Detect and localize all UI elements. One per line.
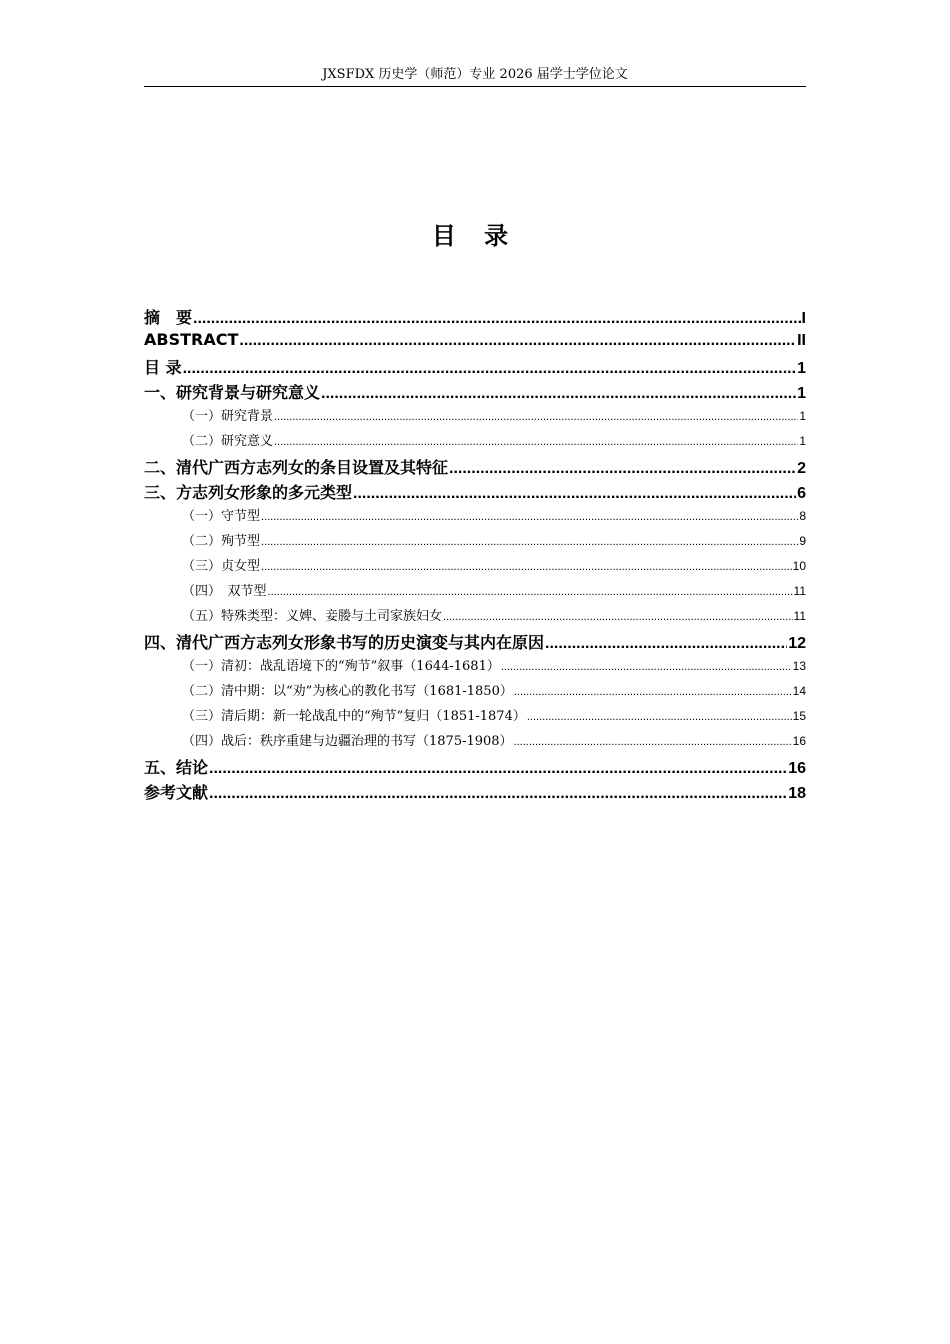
toc-dot-leader [449,460,796,478]
toc-dot-leader [501,661,792,673]
toc-dot-leader [514,736,792,748]
toc-dot-leader [527,711,792,723]
toc-entry-page: 11 [793,584,806,598]
toc-entry[interactable] [144,455,806,480]
toc-dot-leader [274,411,798,423]
toc-entry-label: （一）清初：战乱语境下的“殉节”叙事（1644-1681） [182,659,500,674]
toc-subentry[interactable] [144,655,806,680]
toc-dot-leader [261,511,798,523]
toc-entry-page: 1 [799,409,806,423]
toc-dot-leader [193,310,801,328]
toc-entry-label: 目 录 [144,358,182,377]
toc-dot-leader [545,635,787,653]
toc-entry[interactable] [144,780,806,805]
toc-dot-leader [443,611,793,623]
toc-entry-label: 二、清代广西方志列女的条目设置及其特征 [144,458,449,477]
toc-entry[interactable] [144,630,806,655]
toc-dot-leader [183,360,797,378]
toc-entry-page: 11 [793,609,806,623]
toc-subentry[interactable] [144,530,806,555]
toc-entry-label: 参考文献 [144,783,209,802]
toc-entry-label: ABSTRACT [144,330,239,349]
toc-dot-leader [239,332,796,350]
toc-entry-page: 13 [792,659,806,673]
toc-dot-leader [268,586,793,598]
toc-subentry[interactable] [144,405,806,430]
toc-subentry[interactable] [144,505,806,530]
toc-entry-page: 14 [792,684,806,698]
toc-entry-label: （一）守节型 [182,509,261,524]
header-rule [144,86,806,87]
table-of-contents [144,305,806,805]
toc-dot-leader [261,536,798,548]
toc-entry-page: 12 [788,635,806,652]
toc-entry-label: 三、方志列女形象的多元类型 [144,483,353,502]
toc-subentry[interactable] [144,430,806,455]
toc-entry-label: 摘 要 [144,308,193,327]
toc-entry-page: 18 [788,785,806,802]
toc-entry-page: II [797,332,806,349]
toc-entry-label: （四）战后：秩序重建与边疆治理的书写（1875-1908） [182,734,513,749]
toc-subentry[interactable] [144,680,806,705]
toc-entry-label: （三）贞女型 [182,559,261,574]
toc-entry-label: （二）清中期：以“劝”为核心的教化书写（1681-1850） [182,684,513,699]
toc-entry-page: 9 [799,534,806,548]
toc-entry[interactable] [144,480,806,505]
toc-entry-page: 16 [792,734,806,748]
toc-dot-leader [209,785,787,803]
toc-entry-label: 一、研究背景与研究意义 [144,383,321,402]
toc-subentry[interactable] [144,580,806,605]
toc-entry-label: （二）殉节型 [182,534,261,549]
toc-dot-leader [274,436,798,448]
toc-dot-leader [321,385,796,403]
toc-entry-page: 16 [788,760,806,777]
toc-entry[interactable] [144,755,806,780]
toc-entry[interactable] [144,355,806,380]
toc-entry-page: 10 [792,559,806,573]
toc-dot-leader [353,485,796,503]
toc-entry[interactable] [144,380,806,405]
toc-dot-leader [514,686,792,698]
toc-entry-page: I [801,310,806,327]
toc-entry-label: 四、清代广西方志列女形象书写的历史演变与其内在原因 [144,633,545,652]
toc-entry[interactable] [144,330,806,355]
toc-entry-label: （一）研究背景 [182,409,274,424]
running-header: JXSFDX 历史学（师范）专业 2026 届学士学位论文 [322,67,628,82]
toc-entry-page: 8 [799,509,806,523]
toc-entry-label: （三）清后期：新一轮战乱中的“殉节”复归（1851-1874） [182,709,526,724]
toc-subentry[interactable] [144,705,806,730]
toc-entry-page: 1 [797,360,806,377]
toc-entry-page: 1 [799,434,806,448]
toc-entry-label: （五）特殊类型：义婢、妾媵与土司家族妇女 [182,609,443,624]
toc-entry-page: 1 [797,385,806,402]
toc-subentry[interactable] [144,605,806,630]
toc-entry-page: 15 [792,709,806,723]
toc-entry[interactable] [144,305,806,330]
toc-entry-label: 五、结论 [144,758,209,777]
toc-entry-label: （四） 双节型 [182,584,267,599]
toc-dot-leader [261,561,792,573]
toc-subentry[interactable] [144,555,806,580]
toc-entry-page: 6 [797,485,806,502]
toc-title: 目 录 [431,222,519,250]
toc-entry-page: 2 [797,460,806,477]
toc-subentry[interactable] [144,730,806,755]
toc-entry-label: （二）研究意义 [182,434,274,449]
toc-dot-leader [209,760,787,778]
